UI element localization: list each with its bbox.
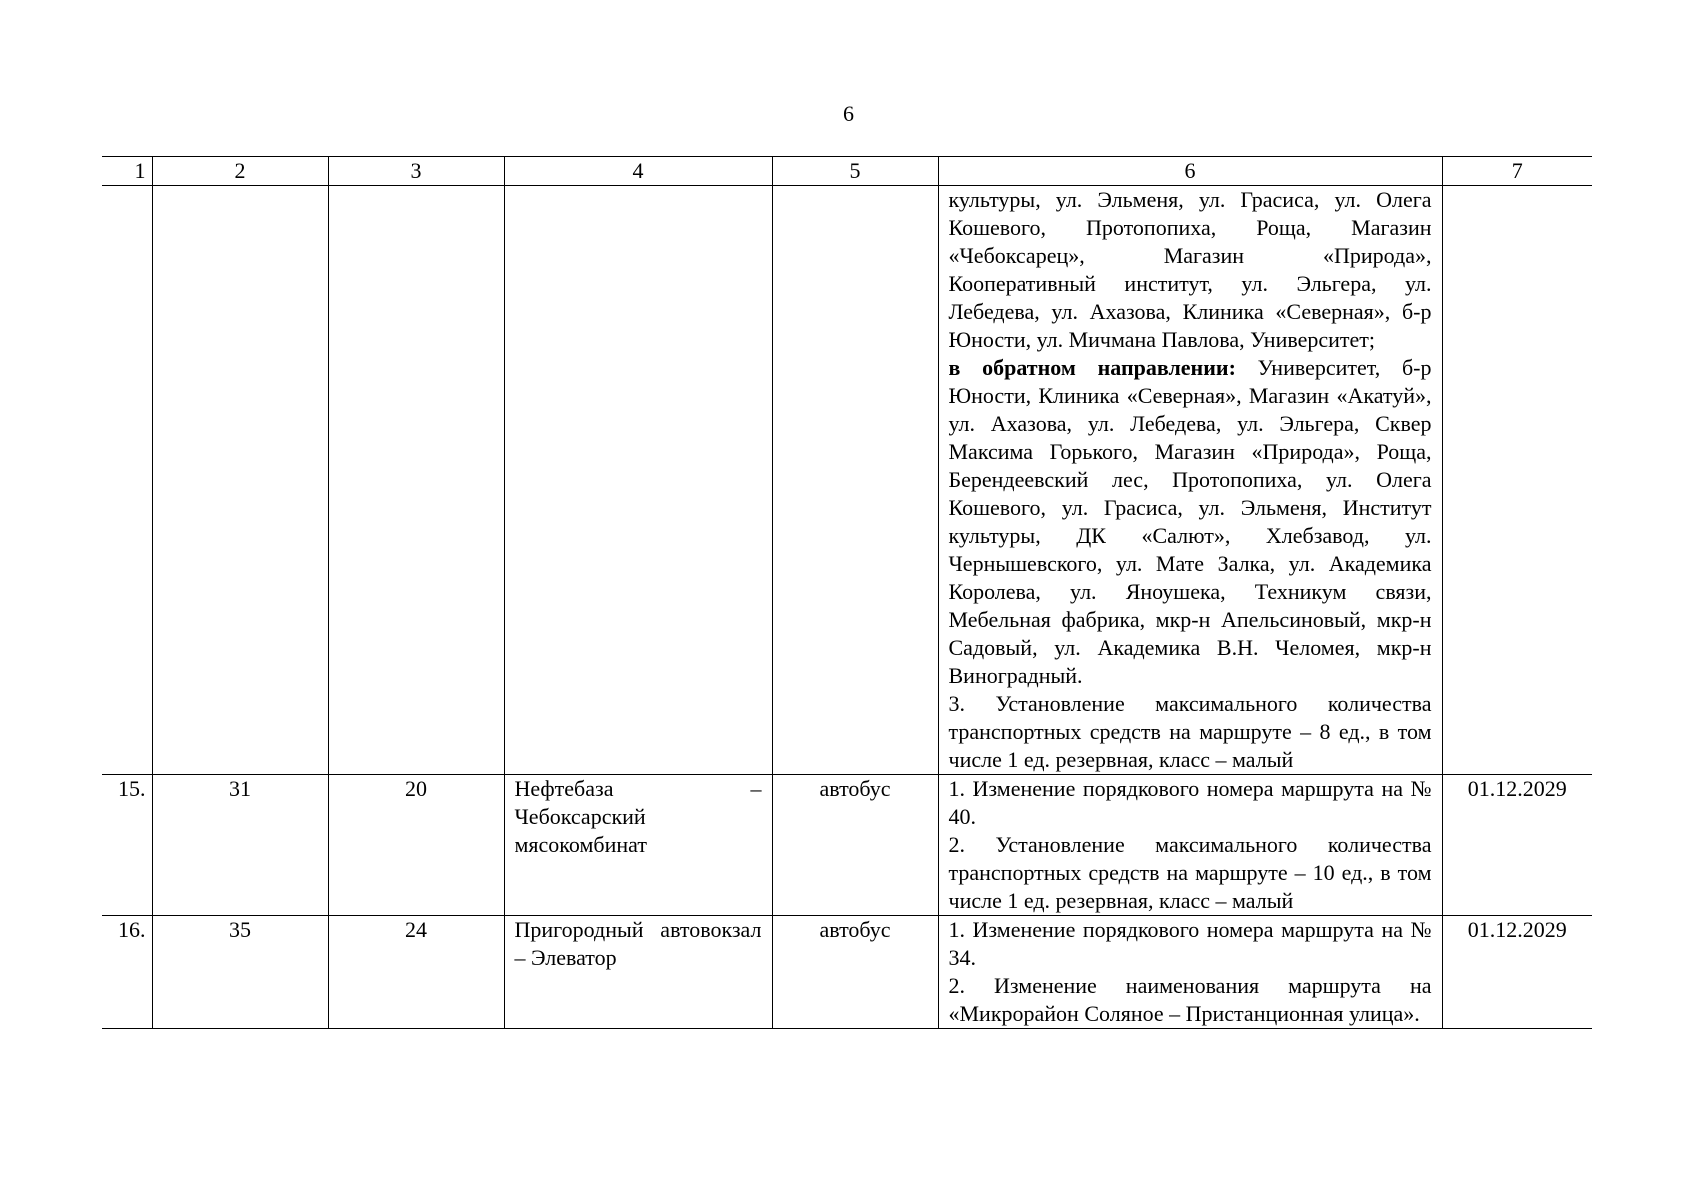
change-item: 2. Изменение наименования маршрута на «Микрорайон Соляное – Пристанционная улица». bbox=[948, 973, 1432, 1026]
row-number: 16. bbox=[102, 916, 152, 1029]
table-row bbox=[102, 775, 1592, 916]
header-cell: 4 bbox=[504, 157, 772, 186]
table-cell bbox=[102, 186, 152, 775]
header-cell: 3 bbox=[328, 157, 504, 186]
route-name: Нефтебаза – Чебоксарский мясокомбинат bbox=[504, 775, 772, 916]
change-item: 3. Установление максимального количества транспортных средств на маршруте – 8 ед., в том числе 1 ед. резервная, класс – малый bbox=[948, 691, 1432, 772]
route-paragraph: культуры, ул. Эльменя, ул. Грасиса, ул. Олега Кошевого, Протопопиха, Роща, Магазин «Чебоксарец», Магазин «Природа», Кооперативный институт, ул. Эльгера, ул. Лебедева, ул. Ахазова, Клиника «Северная», б-р Юности, ул. Мичмана Павлова, Университет; bbox=[948, 187, 1432, 352]
table-row bbox=[102, 916, 1592, 1029]
header-cell: 6 bbox=[938, 157, 1442, 186]
transport-type: автобус bbox=[772, 775, 938, 916]
cell-col3: 24 bbox=[328, 916, 504, 1029]
return-route-text: Университет, б-р Юности, Клиника «Северная», Магазин «Акатуй», ул. Ахазова, ул. Лебедева, ул. Эльгера, Сквер Максима Горького, Магазин «Природа», Роща, Берендеевский лес, Протопопиха, ул. Олега Кошевого, ул. Грасиса, ул. Эльменя, Институт культуры, ДК «Салют», Хлебзавод, ул. Чернышевского, ул. Мате Залка, ул. Академика Королева, ул. Яноушека, Техникум связи, Мебельная фабрика, мкр-н Апельсиновый, мкр-н Садовый, ул. Академика В.Н. Челомея, мкр-н Виноградный. bbox=[948, 355, 1432, 688]
header-cell: 7 bbox=[1442, 157, 1592, 186]
cell-col3: 20 bbox=[328, 775, 504, 916]
routes-table bbox=[102, 156, 1592, 1029]
table-cell bbox=[152, 186, 328, 775]
effective-date: 01.12.2029 bbox=[1442, 916, 1592, 1029]
page-number: 6 bbox=[843, 101, 854, 126]
header-cell: 1 bbox=[102, 157, 152, 186]
change-item: 1. Изменение порядкового номера маршрута на № 34. bbox=[948, 917, 1432, 970]
return-route-paragraph bbox=[949, 354, 1432, 690]
changes-cell bbox=[938, 186, 1442, 775]
header-cell: 5 bbox=[772, 157, 938, 186]
table-cell bbox=[504, 186, 772, 775]
return-direction-label: в обратном направлении: bbox=[948, 355, 1236, 380]
changes-cell bbox=[938, 775, 1442, 916]
transport-type: автобус bbox=[772, 916, 938, 1029]
changes-cell bbox=[938, 916, 1442, 1029]
header-row bbox=[102, 157, 1592, 186]
cell-col2: 35 bbox=[152, 916, 328, 1029]
table-cell bbox=[772, 186, 938, 775]
continuation-row bbox=[102, 186, 1592, 775]
route-name: Пригородный автовокзал – Элеватор bbox=[504, 916, 772, 1029]
change-item: 1. Изменение порядкового номера маршрута на № 40. bbox=[948, 776, 1432, 829]
effective-date: 01.12.2029 bbox=[1442, 775, 1592, 916]
change-item: 2. Установление максимального количества транспортных средств на маршруте – 10 ед., в том числе 1 ед. резервная, класс – малый bbox=[948, 832, 1432, 913]
table-cell bbox=[1442, 186, 1592, 775]
table-cell bbox=[328, 186, 504, 775]
cell-col2: 31 bbox=[152, 775, 328, 916]
row-number: 15. bbox=[102, 775, 152, 916]
header-cell: 2 bbox=[152, 157, 328, 186]
